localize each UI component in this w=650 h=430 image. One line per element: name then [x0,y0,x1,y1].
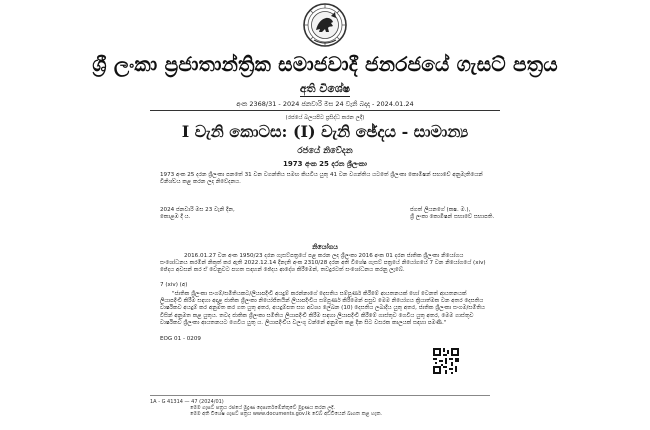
place-line: කොළඹ දී ය. [160,214,191,220]
divider [150,110,500,111]
notice-body: 1973 අංක 25 දරන ශ්‍රීලංකා පනතේ 31 වන වගන්තිය සමඟ කියවිය යුතු 41 වන වගන්තිය යටතේ ශ්‍රීලංකා කොමිෂන් සභාවේ අනුමැතියෙන් විනිශ්චය කළ කරන ලද නිවේදනය. [160,172,483,186]
act-title: 1973 අංක 25 දරන ශ්‍රීලංකා [283,160,367,168]
schedule-para-1: 2016.01.27 වන අංක 1950/23 දරන ගැසට්පත්‍රයේ පළ කරන ලද ශ්‍රීලංකා 2016 අංක 01 දරන ජාතික ශ්‍රීලංකා නියෝගය සංශෝධනය කරමින් නිකුත් කර ඇති 2022.12.14 දිනැති අංක 2310/28 දරන අති විශේෂ ගැසට් පත්‍රයේ නියෝගයේ 7 වන නියෝගයේ (xiv) ඡේදය අවසන් කර ඒ වෙනුවට පහත සඳහන් ඡේදය ආදේශ කිරීමෙන්, තවදුරටත් සංශෝධනය කරනු ලැබේ. [160,253,486,274]
signatory-title: ශ්‍රී ලංකා කොමිෂන් සභාවේ සභාපති. [410,214,495,220]
issue-line: අංක 2368/31 - 2024 ජනවාරි මස 24 වැනි බදාදා - 2024.01.24 [236,100,414,108]
gazette-title: ශ්‍රී ලංකා ප්‍රජාතාන්ත්‍රික සමාජවාදී ජනරජයේ ගැසට් පත්‍රය [92,52,558,76]
extraordinary-label: අති විශේෂ [299,82,351,95]
divider [150,395,490,396]
reference-code: EOG 01 - 0209 [160,336,201,342]
footer-code: 1A - G 41314 — 47 (2024/01) [150,399,224,405]
schedule-heading: නියෝගය [312,243,338,251]
date-line: 2024 ජනවාරි මස 23 වැනි දින, [160,207,235,213]
divider [300,96,350,97]
sri-lanka-emblem-icon [302,2,348,48]
schedule-item-label: 7 (xiv) (අ) [160,282,188,288]
schedule-para-2: "ජාතික ශ්‍රීලංකා සංගම්/සමිතියකට/ලියාපදිංචි අයදුම් කරන්නාගේ දෙසතිය සම්පූර්ණ කිරීමේ ආයතනයක් හෝ වෙනත් ආයතනයක් ලියාපදිංචි කිරීම සඳහා අදාළ ජාතික ශ්‍රීලංකා නියෝජිතයින් ලියාපදිංචිය සම්පූර්ණ කිරීමෙන් පසුව මෙම නියෝගය ක්‍රියාත්මක වන අතර දෙසතිය වාර්ෂිකව අයදුම් කර අනුමත කර ගත යුතු අතර, අයදුම්පත සහ අවශ්‍ය ලේඛන (10) දෙසතිය ලබාදිය යුතු අතර, ජාතික ශ්‍රීලංකා සංගම/සමිතිය විසින් අනුමත කළ යුතුය. තවද ජාතික ශ්‍රීලංකා සමිතිය ලියාපදිංචි කිරීම සඳහා ලියාපදිංචි කිරීමේ ගාස්තුව ගෙවිය යුතු අතර, මෙම ගාස්තුව වාර්ෂිකව ශ්‍රීලංකා ආයතනයට ගෙවිය යුතු ය. ලියාපදිංචිය වලංගු වන්නේ අනුමත කළ දින සිට වසරක කාලයක් සඳහා පමණි." [160,291,486,326]
footer-line-1: මෙම ගැසට් පත්‍රය රජයේ මුද්‍රණ දෙපාර්තමේන්තුවේ මුද්‍රණය කරන ලදී. [190,405,335,411]
footer-line-2: මෙම අති විශේෂ ගැසට් පත්‍රය www.documents.gov.lk වෙබ් අඩවියෙන් බාගත කළ හැක. [190,411,383,417]
qr-code-icon [433,348,459,374]
published-by: (රජයේ බලයපිට ප්‍රසිද්ධ කරන ලදී) [285,115,365,121]
signatory-name: ජගත් ලියනගේ (කෂ. ම.), [410,207,471,213]
section-heading: රජයේ නිවේදන [297,146,353,156]
part-title: I වැනි කොටස: (I) වැනි ඡේදය - සාමාන්‍ය [181,122,469,141]
